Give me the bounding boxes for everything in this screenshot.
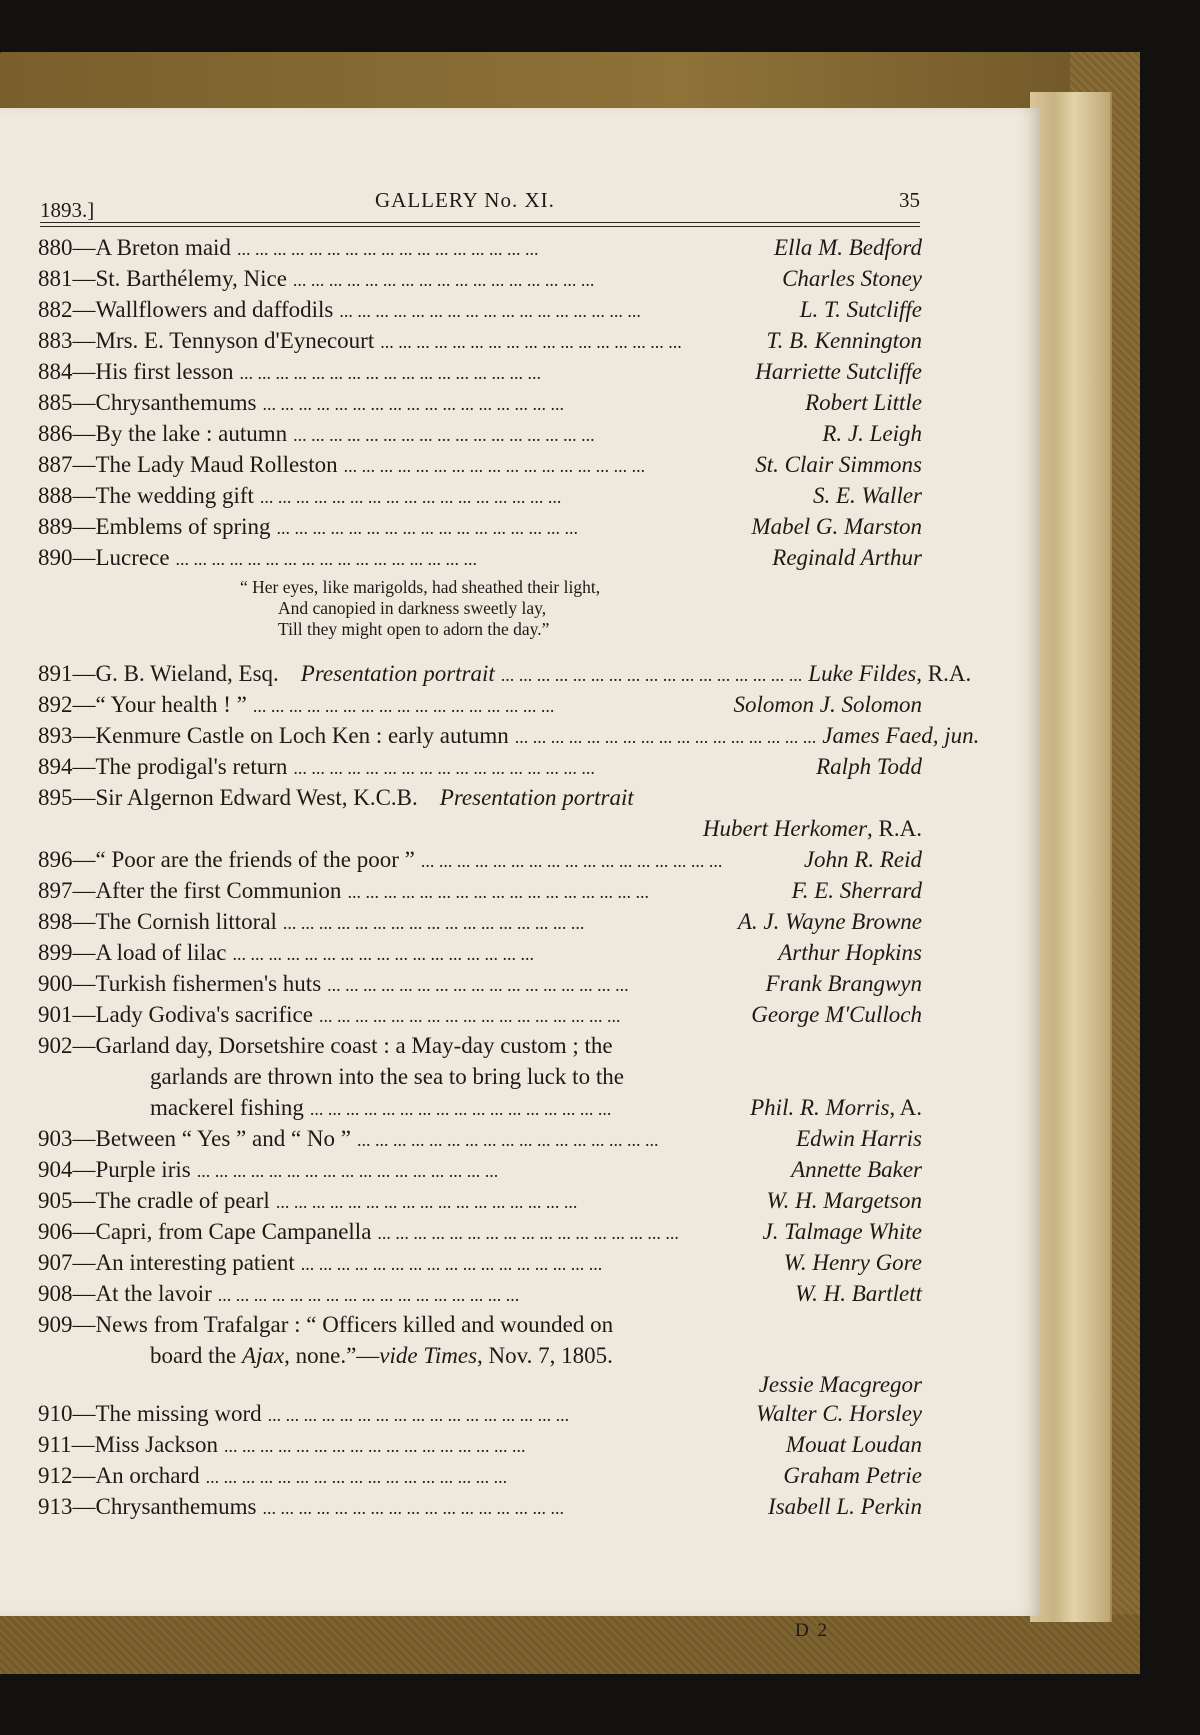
- leader-dots: ... ... ... ... ... ... ... ... ... ... ... ... ... ... ... ... ...: [318, 1006, 621, 1026]
- entry-number: 892: [38, 692, 73, 717]
- entry-number: 900: [38, 971, 73, 996]
- leader-dots: ... ... ... ... ... ... ... ... ... ... ... ... ... ... ... ... ...: [292, 270, 595, 290]
- leader-dots: ... ... ... ... ... ... ... ... ... ... ... ... ... ... ... ... ...: [262, 1498, 564, 1518]
- entry-number: 906: [38, 1219, 73, 1244]
- entry-897: 897 — After the first Communion ... ... ... ... ... ... ... ... ... ... ... ... ... ... ... ... ... F. E. Sherrard: [38, 875, 922, 906]
- entry-artist: Mouat Loudan: [785, 1432, 922, 1457]
- entry-title: Mrs. E. Tennyson d'Eynecourt: [95, 328, 375, 353]
- entry-artist: J. Talmage White: [762, 1219, 922, 1244]
- entry-902-cont2: [38, 1092, 922, 1123]
- entry-artist: W. H. Margetson: [766, 1188, 922, 1213]
- entry-artist: Isabell L. Perkin: [768, 1494, 922, 1519]
- entry-number: 884: [38, 359, 73, 384]
- header-title: GALLERY No. XI.: [375, 188, 555, 212]
- entry-title: An interesting patient: [95, 1250, 295, 1275]
- entry-title: An orchard: [95, 1463, 200, 1488]
- entry-title: Lucrece: [95, 545, 170, 570]
- leader-dots: ... ... ... ... ... ... ... ... ... ... ... ... ... ... ... ... ...: [205, 1467, 508, 1487]
- entry-888: 888 — The wedding gift ... ... ... ... ... ... ... ... ... ... ... ... ... ... ... ... ... S. E. Waller: [38, 480, 922, 511]
- entry-title: The Lady Maud Rolleston: [95, 452, 338, 477]
- entry-number: 880: [38, 235, 73, 260]
- entries-group-c: [38, 1123, 922, 1309]
- entry-title: Wallflowers and daffodils: [95, 297, 334, 322]
- signature-mark: D 2: [795, 1620, 829, 1641]
- entry-904: 904 — Purple iris ... ... ... ... ... ... ... ... ... ... ... ... ... ... ... ... ... Annette Baker: [38, 1154, 922, 1185]
- entry-909-cont: [38, 1340, 922, 1371]
- entry-883: 883 — Mrs. E. Tennyson d'Eynecourt ... ... ... ... ... ... ... ... ... ... ... ... ... ... ... ... ... T. B. Kennington: [38, 325, 922, 356]
- entry-artist: W. H. Bartlett: [795, 1281, 922, 1306]
- artist-suffix: , A.: [889, 1095, 922, 1120]
- leader-dots: ... ... ... ... ... ... ... ... ... ... ... ... ... ... ... ... ...: [259, 487, 562, 507]
- entry-title: The wedding gift: [95, 483, 254, 508]
- cover-bottom: [0, 1614, 1140, 1674]
- entry-artist: Walter C. Horsley: [756, 1401, 922, 1426]
- leader-dots: ... ... ... ... ... ... ... ... ... ... ... ... ... ... ... ... ...: [500, 665, 803, 685]
- leader-dots: ... ... ... ... ... ... ... ... ... ... ... ... ... ... ... ... ...: [236, 239, 539, 259]
- entry-number: 907: [38, 1250, 73, 1275]
- entry-number: 912: [38, 1463, 73, 1488]
- leader-dots: ... ... ... ... ... ... ... ... ... ... ... ... ... ... ... ... ...: [343, 456, 646, 476]
- leader-dots: ... ... ... ... ... ... ... ... ... ... ... ... ... ... ... ... ...: [339, 301, 641, 321]
- entry-892: 892 — “ Your health ! ” ... ... ... ... ... ... ... ... ... ... ... ... ... ... ... ... ... Solomon J. Solomon: [38, 689, 922, 720]
- entry-artist: Luke Fildes: [808, 661, 917, 686]
- entry-902-cont: [38, 1061, 922, 1092]
- entry-number: 894: [38, 754, 73, 779]
- entry-title: “ Your health ! ”: [95, 692, 247, 717]
- entry-title: Kenmure Castle on Loch Ken : early autumn: [95, 723, 509, 748]
- entry-912: 912 — An orchard ... ... ... ... ... ... ... ... ... ... ... ... ... ... ... ... ... Graham Petrie: [38, 1460, 922, 1491]
- entry-title: The missing word: [95, 1401, 262, 1426]
- entry-title: By the lake : autumn: [95, 421, 288, 446]
- entry-title: Emblems of spring: [95, 514, 271, 539]
- leader-dots: ... ... ... ... ... ... ... ... ... ... ... ... ... ... ... ... ...: [252, 696, 555, 716]
- leader-dots: ... ... ... ... ... ... ... ... ... ... ... ... ... ... ... ... ...: [262, 394, 564, 414]
- leader-dots: ... ... ... ... ... ... ... ... ... ... ... ... ... ... ... ... ...: [275, 1192, 578, 1212]
- entry-909: 909 — News from Trafalgar : “ Officers killed and wounded on: [38, 1309, 922, 1340]
- entry-title: The cradle of pearl: [95, 1188, 270, 1213]
- entry-title: Turkish fishermen's huts: [95, 971, 322, 996]
- leader-dots: ... ... ... ... ... ... ... ... ... ... ... ... ... ... ... ... ...: [293, 425, 595, 445]
- title-part-italic: Ajax: [241, 1343, 285, 1368]
- leader-dots: ... ... ... ... ... ... ... ... ... ... ... ... ... ... ... ... ...: [282, 913, 585, 933]
- entry-907: 907 — An interesting patient ... ... ... ... ... ... ... ... ... ... ... ... ... ... ... ... ... W. Henry Gore: [38, 1247, 922, 1278]
- entry-895: 895 — Sir Algernon Edward West, K.C.B. Presentation portrait: [38, 782, 922, 813]
- entry-title: “ Poor are the friends of the poor ”: [95, 847, 415, 872]
- title-part: , none.”—: [284, 1343, 380, 1368]
- leader-dots: ... ... ... ... ... ... ... ... ... ... ... ... ... ... ... ... ...: [217, 1285, 520, 1305]
- leader-dots: ... ... ... ... ... ... ... ... ... ... ... ... ... ... ... ... ...: [196, 1161, 499, 1181]
- entry-885: 885 — Chrysanthemums ... ... ... ... ... ... ... ... ... ... ... ... ... ... ... ... ... Robert Little: [38, 387, 922, 418]
- entry-artist: Mabel G. Marston: [751, 514, 922, 539]
- entries-group-a: [38, 232, 922, 573]
- artist-suffix: , R.A.: [916, 661, 972, 686]
- entry-artist: Frank Brangwyn: [765, 971, 922, 996]
- entry-number: 891: [38, 661, 73, 686]
- entry-902: 902 — Garland day, Dorsetshire coast : a May-day custom ; the: [38, 1030, 922, 1061]
- entry-number: 913: [38, 1494, 73, 1519]
- entry-number: 887: [38, 452, 73, 477]
- entry-911: 911 — Miss Jackson ... ... ... ... ... ... ... ... ... ... ... ... ... ... ... ... ... Mouat Loudan: [38, 1429, 922, 1460]
- entry-artist: Hubert Herkomer: [702, 816, 868, 841]
- entry-number: 898: [38, 909, 73, 934]
- leader-dots: ... ... ... ... ... ... ... ... ... ... ... ... ... ... ... ... ...: [514, 727, 817, 747]
- leader-dots: ... ... ... ... ... ... ... ... ... ... ... ... ... ... ... ... ...: [232, 944, 534, 964]
- entry-896: 896 — “ Poor are the friends of the poor ” ... ... ... ... ... ... ... ... ... ... ... ... ... ... ... ... ... John R. Reid: [38, 844, 922, 875]
- entry-artist: Phil. R. Morris: [750, 1095, 890, 1120]
- entry-title-line: mackerel fishing: [150, 1095, 304, 1120]
- entries-group-d: [38, 1398, 922, 1522]
- entry-903: 903 — Between “ Yes ” and “ No ” ... ... ... ... ... ... ... ... ... ... ... ... ... ... ... ... ... Edwin Harris: [38, 1123, 922, 1154]
- leader-dots: ... ... ... ... ... ... ... ... ... ... ... ... ... ... ... ... ...: [239, 363, 541, 383]
- entries-list: [38, 232, 980, 1522]
- entry-artist: Ella M. Bedford: [774, 235, 922, 260]
- entry-number: 897: [38, 878, 73, 903]
- entry-title: Lady Godiva's sacrifice: [95, 1002, 313, 1027]
- leader-dots: ... ... ... ... ... ... ... ... ... ... ... ... ... ... ... ... ...: [267, 1405, 570, 1425]
- entry-898: 898 — The Cornish littoral ... ... ... ... ... ... ... ... ... ... ... ... ... ... ... ... ... A. J. Wayne Browne: [38, 906, 922, 937]
- header-rule: [40, 222, 920, 223]
- entry-900: 900 — Turkish fishermen's huts ... ... ... ... ... ... ... ... ... ... ... ... ... ... ... ... ... Frank Brangwyn: [38, 968, 922, 999]
- entry-title: A Breton maid: [95, 235, 231, 260]
- entry-artist: Jessie Macgregor: [758, 1372, 922, 1397]
- leader-dots: ... ... ... ... ... ... ... ... ... ... ... ... ... ... ... ... ...: [293, 758, 595, 778]
- entry-title-line: garlands are thrown into the sea to bring luck to the: [150, 1064, 624, 1089]
- entry-number: 882: [38, 297, 73, 322]
- entry-artist: R. J. Leigh: [822, 421, 922, 446]
- entry-artist: Charles Stoney: [782, 266, 922, 291]
- entry-913: 913 — Chrysanthemums ... ... ... ... ... ... ... ... ... ... ... ... ... ... ... ... ... Isabell L. Perkin: [38, 1491, 922, 1522]
- leader-dots: ... ... ... ... ... ... ... ... ... ... ... ... ... ... ... ... ...: [175, 549, 478, 569]
- quote-line: “ Her eyes, like marigolds, had sheathed their light,: [240, 577, 601, 597]
- entry-title: A load of lilac: [95, 940, 227, 965]
- entry-artist: A. J. Wayne Browne: [737, 909, 922, 934]
- entry-886: 886 — By the lake : autumn ... ... ... ... ... ... ... ... ... ... ... ... ... ... ... ... ... R. J. Leigh: [38, 418, 922, 449]
- entry-901: 901 — Lady Godiva's sacrifice ... ... ... ... ... ... ... ... ... ... ... ... ... ... ... ... ... George M'Culloch: [38, 999, 922, 1030]
- entry-893: 893 — Kenmure Castle on Loch Ken : early autumn ... ... ... ... ... ... ... ... ... ... ... ... ... ... ... ... ... James Faed, jun.: [38, 720, 922, 751]
- entry-artist: F. E. Sherrard: [791, 878, 922, 903]
- entry-number: 911: [38, 1432, 72, 1457]
- entry-title-line: News from Trafalgar : “ Officers killed and wounded on: [95, 1312, 614, 1337]
- page-edges: [1030, 92, 1112, 1622]
- entry-title: Sir Algernon Edward West, K.C.B.: [95, 785, 418, 810]
- entry-artist: Arthur Hopkins: [778, 940, 922, 965]
- catalogue-page: [0, 108, 1040, 1641]
- entry-884: 884 — His first lesson ... ... ... ... ... ... ... ... ... ... ... ... ... ... ... ... ... Harriette Sutcliffe: [38, 356, 922, 387]
- entry-number: 896: [38, 847, 73, 872]
- entry-title: His first lesson: [95, 359, 234, 384]
- leader-dots: ... ... ... ... ... ... ... ... ... ... ... ... ... ... ... ... ...: [300, 1254, 603, 1274]
- entry-note: Presentation portrait: [439, 785, 634, 810]
- entry-title: At the lavoir: [95, 1281, 212, 1306]
- entry-number: 902: [38, 1033, 73, 1058]
- entry-880: 880 — A Breton maid ... ... ... ... ... ... ... ... ... ... ... ... ... ... ... ... ... Ella M. Bedford: [38, 232, 922, 263]
- entry-artist: George M'Culloch: [751, 1002, 922, 1027]
- entry-894: 894 — The prodigal's return ... ... ... ... ... ... ... ... ... ... ... ... ... ... ... ... ... Ralph Todd: [38, 751, 922, 782]
- quote-line: Till they might open to adorn the day.”: [278, 619, 550, 639]
- entry-title: G. B. Wieland, Esq.: [95, 661, 279, 686]
- leader-dots: ... ... ... ... ... ... ... ... ... ... ... ... ... ... ... ... ...: [223, 1436, 526, 1456]
- entry-artist: S. E. Waller: [812, 483, 922, 508]
- entry-number: 886: [38, 421, 73, 446]
- leader-dots: ... ... ... ... ... ... ... ... ... ... ... ... ... ... ... ... ...: [420, 851, 723, 871]
- entry-number: 889: [38, 514, 73, 539]
- entry-number: 885: [38, 390, 73, 415]
- leader-dots: ... ... ... ... ... ... ... ... ... ... ... ... ... ... ... ... ...: [356, 1130, 659, 1150]
- entries-group-b: [38, 844, 922, 1030]
- entry-number: 910: [38, 1401, 73, 1426]
- page-number: 35: [899, 188, 920, 212]
- entry-title-line: Garland day, Dorsetshire coast : a May-day custom ; the: [95, 1033, 613, 1058]
- entry-artist: St. Clair Simmons: [755, 452, 922, 477]
- entry-artist: Graham Petrie: [783, 1463, 922, 1488]
- entry-title: Miss Jackson: [94, 1432, 218, 1457]
- entry-artist: Ralph Todd: [816, 754, 922, 779]
- title-part-italic: vide Times: [379, 1343, 478, 1368]
- entry-title: St. Barthélemy, Nice: [95, 266, 287, 291]
- entry-number: 888: [38, 483, 73, 508]
- poem-quote: [38, 577, 922, 640]
- entry-890: 890 — Lucrece ... ... ... ... ... ... ... ... ... ... ... ... ... ... ... ... ... Reginald Arthur: [38, 542, 922, 573]
- entry-artist: T. B. Kennington: [766, 328, 922, 353]
- entry-artist: Solomon J. Solomon: [733, 692, 922, 717]
- entry-881: 881 — St. Barthélemy, Nice ... ... ... ... ... ... ... ... ... ... ... ... ... ... ... ... ... Charles Stoney: [38, 263, 922, 294]
- entry-number: 901: [38, 1002, 73, 1027]
- entry-artist: John R. Reid: [803, 847, 922, 872]
- entry-title: The Cornish littoral: [95, 909, 277, 934]
- entry-title: Chrysanthemums: [95, 1494, 257, 1519]
- entry-artist: Reginald Arthur: [772, 545, 922, 570]
- entry-artist: Harriette Sutcliffe: [755, 359, 922, 384]
- entry-number: 899: [38, 940, 73, 965]
- leader-dots: ... ... ... ... ... ... ... ... ... ... ... ... ... ... ... ... ...: [380, 332, 682, 352]
- leader-dots: ... ... ... ... ... ... ... ... ... ... ... ... ... ... ... ... ...: [309, 1099, 612, 1119]
- entry-909-artist: [38, 1371, 922, 1398]
- entry-artist: W. Henry Gore: [783, 1250, 922, 1275]
- entry-number: 881: [38, 266, 73, 291]
- entry-number: 883: [38, 328, 73, 353]
- header-year: 1893.]: [40, 198, 95, 222]
- entry-number: 904: [38, 1157, 73, 1182]
- entry-artist: L. T. Sutcliffe: [799, 297, 922, 322]
- entry-906: 906 — Capri, from Cape Campanella ... ... ... ... ... ... ... ... ... ... ... ... ... ... ... ... ... J. Talmage White: [38, 1216, 922, 1247]
- entry-882: 882 — Wallflowers and daffodils ... ... ... ... ... ... ... ... ... ... ... ... ... ... ... ... ... L. T. Sutcliffe: [38, 294, 922, 325]
- leader-dots: ... ... ... ... ... ... ... ... ... ... ... ... ... ... ... ... ...: [276, 518, 579, 538]
- entry-artist: James Faed, jun.: [822, 723, 980, 748]
- entry-889: 889 — Emblems of spring ... ... ... ... ... ... ... ... ... ... ... ... ... ... ... ... ... Mabel G. Marston: [38, 511, 922, 542]
- entry-905: 905 — The cradle of pearl ... ... ... ... ... ... ... ... ... ... ... ... ... ... ... ... ... W. H. Margetson: [38, 1185, 922, 1216]
- entry-title: Capri, from Cape Campanella: [95, 1219, 372, 1244]
- entry-number: 908: [38, 1281, 73, 1306]
- title-part: board the: [150, 1343, 242, 1368]
- entry-title: Chrysanthemums: [95, 390, 257, 415]
- entry-908: 908 — At the lavoir ... ... ... ... ... ... ... ... ... ... ... ... ... ... ... ... ... W. H. Bartlett: [38, 1278, 922, 1309]
- entry-number: 903: [38, 1126, 73, 1151]
- header-rule-2: [40, 226, 920, 227]
- entry-895-artist: [38, 813, 922, 844]
- entry-number: 905: [38, 1188, 73, 1213]
- entry-899: 899 — A load of lilac ... ... ... ... ... ... ... ... ... ... ... ... ... ... ... ... ... Arthur Hopkins: [38, 937, 922, 968]
- artist-suffix: , R.A.: [867, 816, 922, 841]
- entry-number: 893: [38, 723, 73, 748]
- entry-number: 895: [38, 785, 73, 810]
- entry-artist: Robert Little: [805, 390, 922, 415]
- leader-dots: ... ... ... ... ... ... ... ... ... ... ... ... ... ... ... ... ...: [377, 1223, 679, 1243]
- entry-artist: Edwin Harris: [796, 1126, 922, 1151]
- entry-title: The prodigal's return: [95, 754, 288, 779]
- entry-title: Purple iris: [95, 1157, 191, 1182]
- leader-dots: ... ... ... ... ... ... ... ... ... ... ... ... ... ... ... ... ...: [327, 975, 629, 995]
- leader-dots: ... ... ... ... ... ... ... ... ... ... ... ... ... ... ... ... ...: [347, 882, 649, 902]
- entry-number: 890: [38, 545, 73, 570]
- entry-910: 910 — The missing word ... ... ... ... ... ... ... ... ... ... ... ... ... ... ... ... ... Walter C. Horsley: [38, 1398, 922, 1429]
- entry-887: 887 — The Lady Maud Rolleston ... ... ... ... ... ... ... ... ... ... ... ... ... ... ... ... ... St. Clair Simmons: [38, 449, 922, 480]
- entry-title: Between “ Yes ” and “ No ”: [95, 1126, 351, 1151]
- quote-line: And canopied in darkness sweetly lay,: [278, 598, 547, 618]
- entry-note: Presentation portrait: [300, 661, 495, 686]
- entry-artist: Annette Baker: [791, 1157, 922, 1182]
- title-part: , Nov. 7, 1805.: [477, 1343, 613, 1368]
- entry-number: 909: [38, 1312, 73, 1337]
- entry-title: After the first Communion: [95, 878, 342, 903]
- entry-891: 891 — G. B. Wieland, Esq. Presentation portrait ... ... ... ... ... ... ... ... ... ... ... ... ... ... ... ... ... Luke Fildes , R.A.: [38, 658, 922, 689]
